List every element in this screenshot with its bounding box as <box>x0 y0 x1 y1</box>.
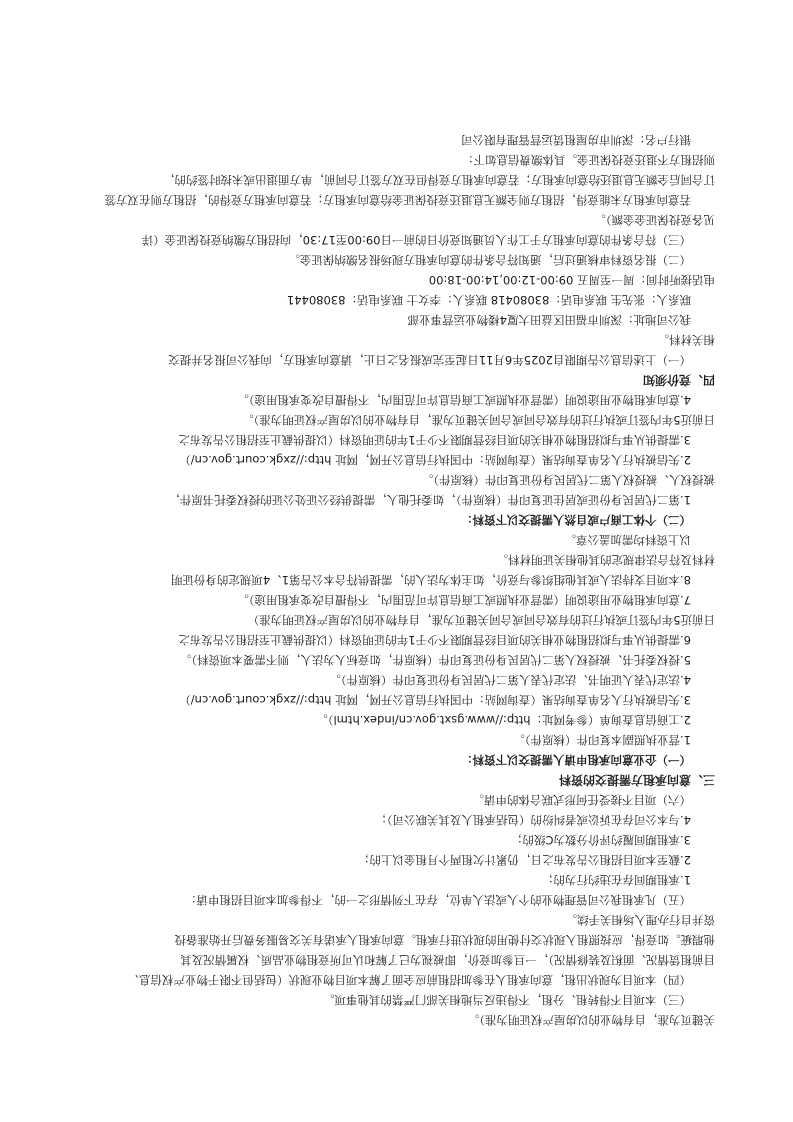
text-line: 4.法定代表人证明书、法定代表人第二代居民身份证复印件（核原件）。 <box>329 673 691 687</box>
text-line: 4.与本公司存在诉讼或者纠纷的（包括承租人及其关联公司）； <box>375 813 691 827</box>
text-line: 以上资料均需加盖公章。 <box>564 533 691 547</box>
text-line: 关键页为准，自有物业的以房屋产权证明为准）。 <box>467 1013 715 1027</box>
text-line: 银行户名：深圳市房屋租赁运营管理有限公司 <box>461 133 691 147</box>
text-line: 1.承租期间存在违约行为的； <box>542 873 691 887</box>
text-line: 1.营业执照副本复印件（核原件）。 <box>513 733 691 747</box>
text-line: 联系人：张先生 联系电话：83080418 联系人：李女士 联系电话：83080441 <box>286 293 691 307</box>
text-line: （六）项目不接受任何形式联合体的申请。 <box>472 793 691 807</box>
text-line: 三、意向承租方需提交的资料 <box>558 773 715 787</box>
text-line: 2.失信被执行人名单查询结果（查询网站：中国执行信息公开网，网址 http://zxgk.court.gov.cn/） <box>179 453 691 467</box>
text-line: 7.意向承租物业用途说明（需营业执照或工商信息许可范围内，不得擅自改变承租用途）。 <box>237 593 691 607</box>
text-line: 四、竞价须知 <box>642 373 715 387</box>
text-line: （一）上述信息公告期限自2025年6月11日起至完成报名之日止，请意向承租方，向我公司报名并提交 <box>168 353 691 367</box>
text-line: （三）符合条件的意向承租方于工作人员通知竞价日的前一日09:00至17:30，向招租方缴纳竞投保证金（详 <box>141 233 691 247</box>
text-line: 目前租赁情况、面积及装修情况），一旦参加竞价，即被视为已了解和认可所竞租物业品质、权属情况及其 <box>180 953 715 967</box>
text-line: 3.需提供从事与拟招租物业相关的项目经营期限不少于1年的证明资料（以提供截止至招租公告发布之 <box>178 433 691 447</box>
text-line: 日前近5年内签订或执行过的有效合同或合同关键页为准，自有物业的以房屋产权证明为准） <box>247 613 715 627</box>
text-line: 我公司地址：深圳市福田区益田大厦4楼物业运营事业部 <box>407 313 691 327</box>
text-line: 资并自行办理入场相关手续。 <box>565 913 715 927</box>
text-line: （三）本项目不得转租、分租，不得违反当地相关部门严禁的其他事项。 <box>323 993 691 1007</box>
text-line: 则招租方不退还竞投保证金。具体缴费信息如下： <box>462 153 715 167</box>
text-line: 他瑕疵。如竞得，应按照租入现状交付使用的现状进行承租。意向承租人承诺有关交易服务费后开始准备投 <box>174 933 715 947</box>
text-line: 电话接听时间：周一至周五 09:00-12:00,14:00-18:00 <box>428 273 715 287</box>
text-line: 相关材料。 <box>657 333 715 347</box>
text-line: 2.截至本项目招租公告发布之日，仍累计欠租两个月租金以上的； <box>358 853 691 867</box>
text-line: 日前近5年内签订或执行过的有效合同或合同关键页为准，自有物业的以房屋产权证明为准）。 <box>241 413 715 427</box>
text-line: 订合同后全额无息退还给意向承租方；若意向承租方竞得但在双方签订合同前，单方面退出或未按时签约的， <box>163 173 715 187</box>
text-line: 3.承租期间履约评价分数为C级的； <box>510 833 691 847</box>
text-line: 5.授权委托书、被授权人第二代居民身份证复印件（核原件，如竞标人为法人，则不需要本项资料）。 <box>179 653 691 667</box>
text-line: 见各竞投保证金金额）。 <box>594 213 715 227</box>
document-body <box>75 130 715 1030</box>
text-line: 8.本项目支持法人或其他组织参与竞价，如主体为法人的，需提供符合本公告第1、4项规定的身份证明 <box>170 573 691 587</box>
text-line: （二）个体工商户或自然人需提交以下资料： <box>461 513 691 527</box>
text-line: 6.需提供从事与拟招租物业相关的项目经营期限不少于1年的证明资料（以提供截止至招租公告发布之 <box>178 633 691 647</box>
text-line: （二）报名资料审核通过后，通知符合条件的意向承租方现场报名缴纳保证金。 <box>288 253 691 267</box>
text-line: （一）企业意向承租申请人需提交以下资料： <box>461 753 691 767</box>
text-line: 1.第二代居民身份证或居住证复印件（核原件），如委托他人，需提供经公证处公证的授权委托书原件， <box>168 493 691 507</box>
text-line: 若意向承租方未能竞得，招租方则全额无息退还竞投保证金给意向承租方；若意向承租方竞得的，招租方则在双方签 <box>104 193 691 207</box>
text-line: 3.失信被执行人名单查询结果（查询网站：中国执行信息公开网，网址 http://zxgk.court.gov.cn/） <box>179 693 691 707</box>
text-line: （五）凡承租我公司管理物业的个人或法人单位，存在下列情形之一的，不得参加本项目招租申请： <box>185 893 691 907</box>
text-line: （四）本项目为现状出租，意向承租人在参加招租前应全面了解本项目物业现状（包括但不限于物业产权信息、 <box>127 973 691 987</box>
text-line: 4.意向承租物业用途说明（需营业执照或工商信息许可范围内，不得擅自改变承租用途）。 <box>237 393 691 407</box>
text-line: 2.工商信息查询单（参考网址：http://www.gsxt.gov.cn/index.html）。 <box>316 713 691 727</box>
text-line: 被授权人、被授权人第二代居民身份证复印件（核原件）。 <box>421 473 715 487</box>
text-line: 材料及符合法律规定的其他相关证明材料。 <box>496 553 715 567</box>
